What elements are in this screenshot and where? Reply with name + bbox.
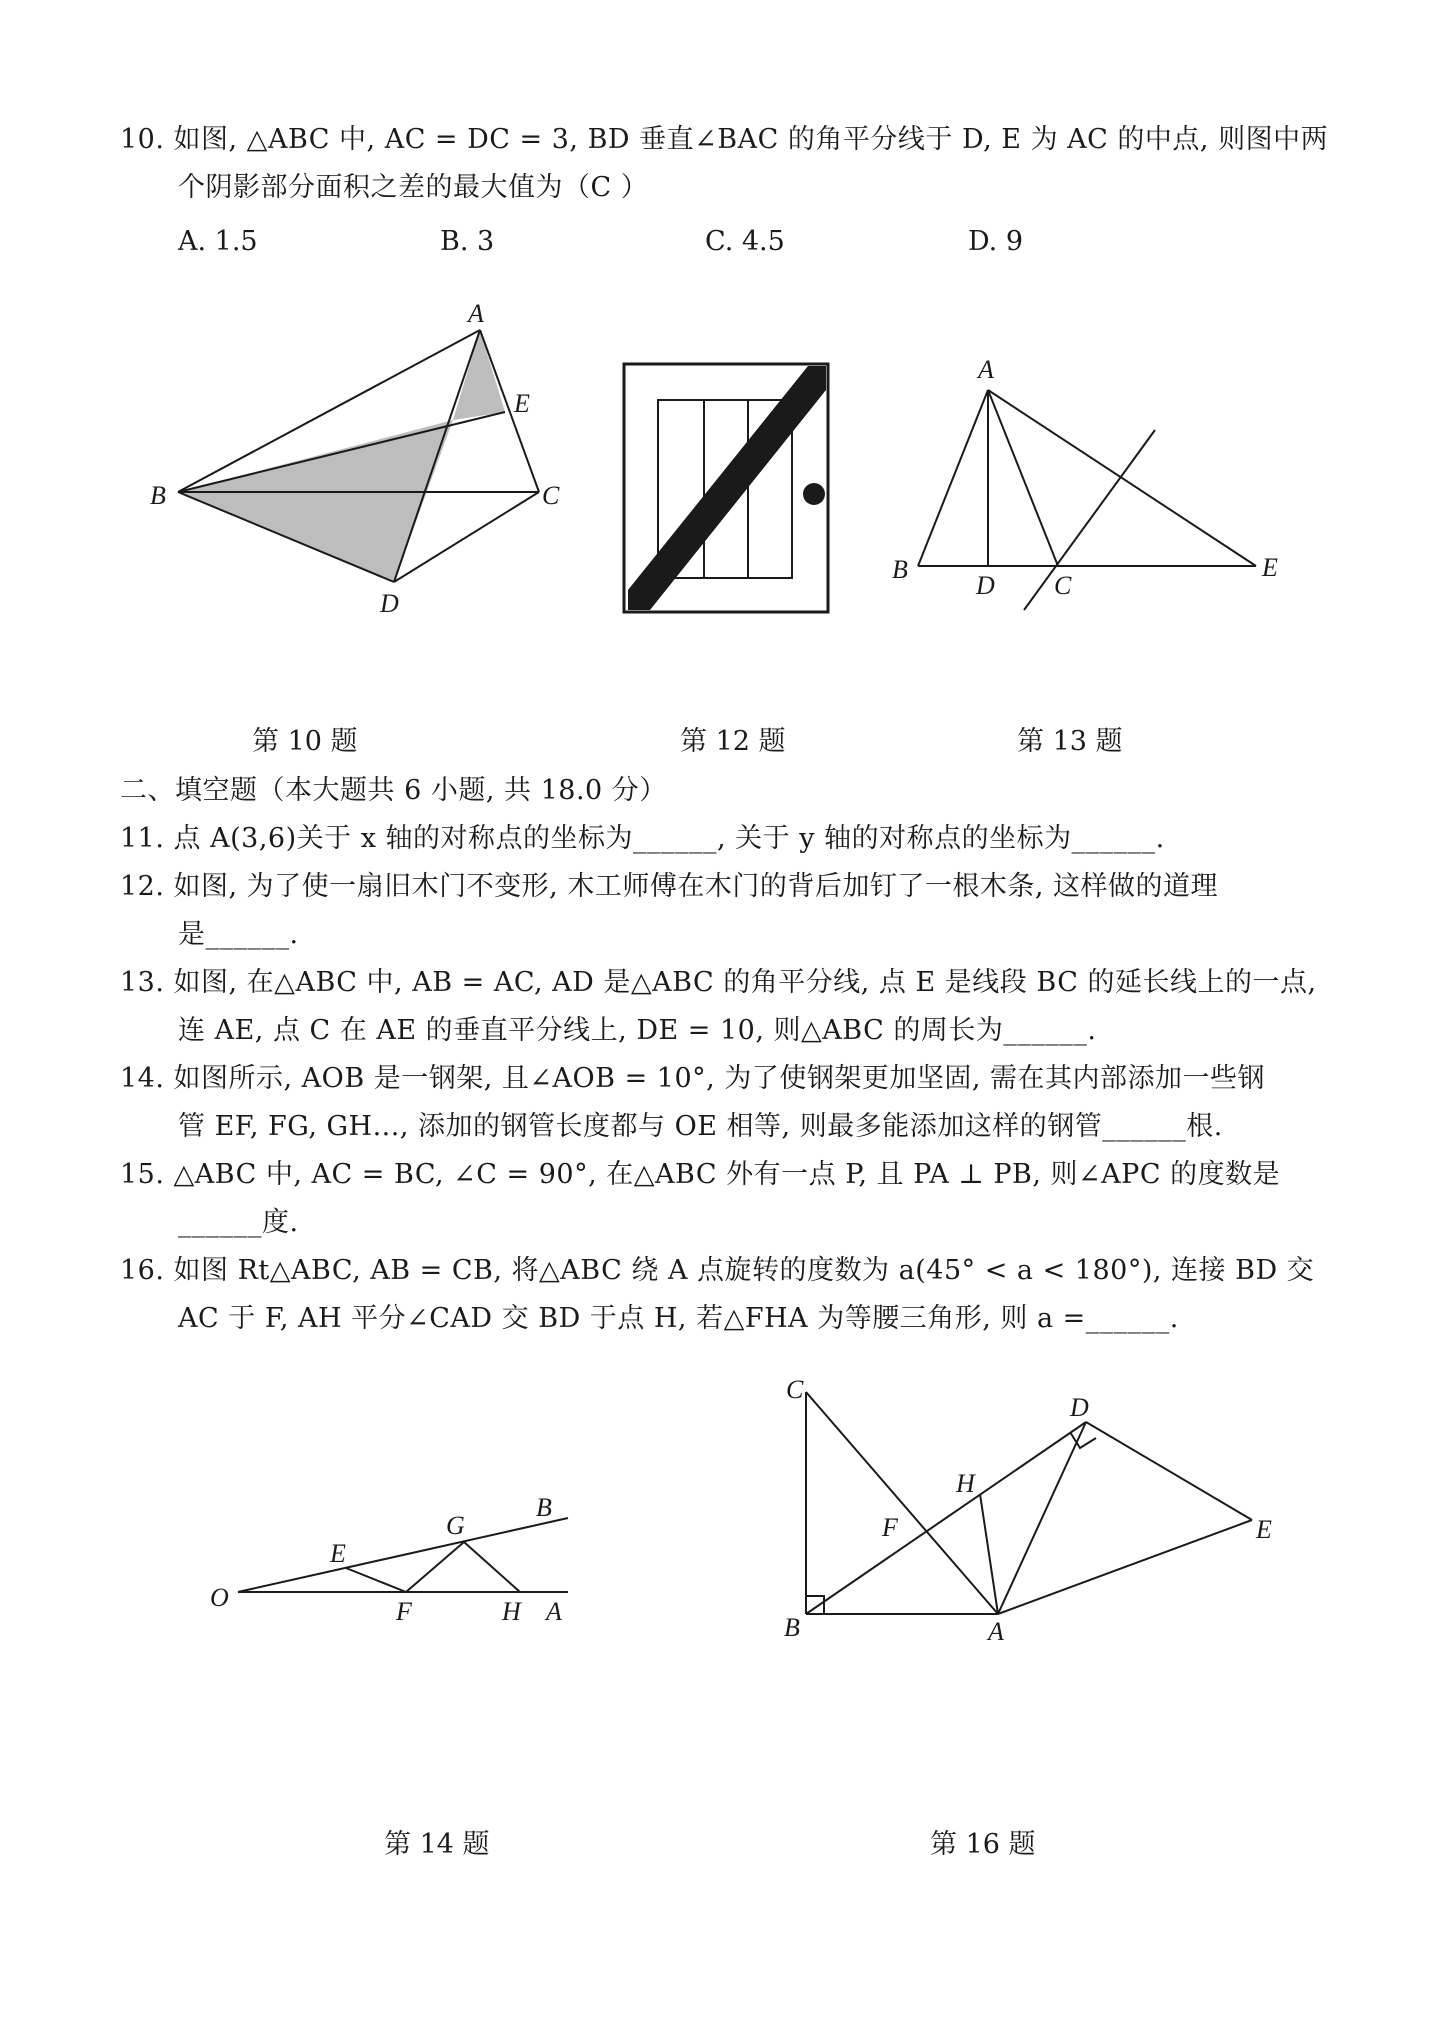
section-2-heading: 二、填空题（本大题共 6 小题, 共 18.0 分） [120, 775, 667, 806]
q10-line2: 个阴影部分面积之差的最大值为（C ） [178, 172, 649, 203]
fig10-label-e: E [514, 389, 530, 418]
q13-line1: 13. 如图, 在△ABC 中, AB = AC, AD 是△ABC 的角平分线, 点 E 是线段 BC 的延长线上的一点, [120, 967, 1317, 998]
figure-16 [770, 1370, 1290, 1650]
fig10-label-a: A [468, 299, 484, 328]
figure-10 [140, 290, 580, 630]
fig16-label-d: D [1070, 1393, 1089, 1422]
fig14-label-b: B [536, 1493, 552, 1522]
q14-line1: 14. 如图所示, AOB 是一钢架, 且∠AOB = 10°, 为了使钢架更加坚固, 需在其内部添加一些钢 [120, 1063, 1265, 1094]
fig12-door-knob [803, 483, 825, 505]
fig10-label-c: C [542, 481, 560, 510]
q15-line2: ______度. [178, 1207, 299, 1238]
fig10-label-b: B [150, 481, 166, 510]
fig16-label-c: C [786, 1375, 804, 1404]
q16-line1: 16. 如图 Rt△ABC, AB = CB, 将△ABC 绕 A 点旋转的度数为 a(45° < a < 180°), 连接 BD 交 [120, 1255, 1315, 1286]
figure-12 [620, 360, 832, 616]
fig14-label-a: A [546, 1597, 562, 1626]
fig14-label-o: O [210, 1583, 229, 1612]
fig16-label-f: F [882, 1513, 898, 1542]
q11-line1: 11. 点 A(3,6)关于 x 轴的对称点的坐标为______, 关于 y 轴的对称点的坐标为______. [120, 823, 1165, 854]
fig14-label-e: E [330, 1539, 346, 1568]
q12-line2: 是______. [178, 919, 299, 950]
fig16-label-b: B [784, 1613, 800, 1642]
fig13-label-a: A [978, 355, 994, 384]
fig16-label-e: E [1256, 1515, 1272, 1544]
fig10-shaded-lower [178, 420, 453, 582]
q10-line1: 10. 如图, △ABC 中, AC = DC = 3, BD 垂直∠BAC 的角平分线于 D, E 为 AC 的中点, 则图中两 [120, 124, 1329, 155]
fig13-label-e: E [1262, 553, 1278, 582]
fig16-label-h: H [956, 1469, 975, 1498]
fig16-label-a: A [988, 1617, 1004, 1646]
fig13-label-d: D [976, 571, 995, 600]
q10-option-c: C. 4.5 [705, 226, 785, 257]
fig13-label-b: B [892, 555, 908, 584]
figure-14 [200, 1480, 580, 1626]
caption-fig14: 第 14 题 [384, 1829, 490, 1860]
caption-fig16: 第 16 题 [930, 1829, 1036, 1860]
caption-fig12: 第 12 题 [680, 726, 786, 757]
q10-option-b: B. 3 [440, 226, 495, 257]
fig14-label-g: G [446, 1511, 465, 1540]
q10-option-a: A. 1.5 [178, 226, 258, 257]
q12-line1: 12. 如图, 为了使一扇旧木门不变形, 木工师傅在木门的背后加钉了一根木条, 这样做的道理 [120, 871, 1219, 902]
q10-option-d: D. 9 [968, 226, 1024, 257]
fig14-label-f: F [396, 1597, 412, 1626]
q15-line1: 15. △ABC 中, AC = BC, ∠C = 90°, 在△ABC 外有一点 P, 且 PA ⊥ PB, 则∠APC 的度数是 [120, 1159, 1281, 1190]
fig13-label-c: C [1054, 571, 1072, 600]
q14-line2: 管 EF, FG, GH..., 添加的钢管长度都与 OE 相等, 则最多能添加这样的钢管______根. [178, 1111, 1223, 1142]
q16-line2: AC 于 F, AH 平分∠CAD 交 BD 于点 H, 若△FHA 为等腰三角形, 则 a =______. [178, 1303, 1179, 1334]
figure-13 [880, 350, 1300, 620]
caption-fig13: 第 13 题 [1017, 726, 1123, 757]
q13-line2: 连 AE, 点 C 在 AE 的垂直平分线上, DE = 10, 则△ABC 的周长为______. [178, 1015, 1097, 1046]
fig10-label-d: D [380, 589, 399, 618]
caption-fig10: 第 10 题 [252, 726, 358, 757]
fig14-label-h: H [502, 1597, 521, 1626]
